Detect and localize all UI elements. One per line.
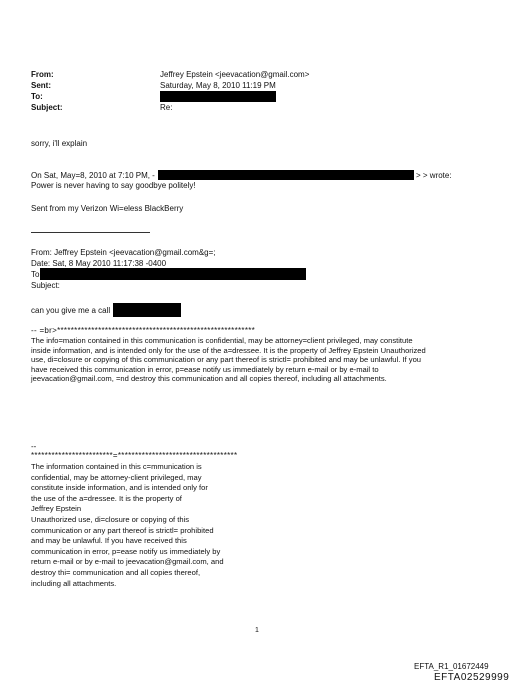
separator-rule — [31, 232, 150, 233]
redaction-quote-sender — [158, 170, 414, 180]
from-label: From: — [31, 70, 54, 79]
redaction-phone — [113, 303, 181, 317]
quote-intro-end: > > wrote: — [416, 171, 452, 180]
subject-label: Subject: — [31, 103, 63, 112]
inner-subject: Subject: — [31, 281, 60, 290]
footer-dashes: -- — [31, 442, 37, 451]
bates-large: EFTA02529999 — [434, 672, 510, 683]
page-number: 1 — [255, 627, 259, 634]
quote-intro: On Sat, May=8, 2010 at 7:10 PM, - — [31, 171, 155, 180]
footer-disclaimer: The information contained in this c=mmunication is confidential, may be attorney-client privileged, may constitute inside information, and is intended only for the use of the a=dressee. It is the property of Jeffrey Epstein Unauthorized use, di=closure or copying of this communication or any part thereof is strictl= prohibited and may be unlawful. If you have received this communication in error, p=ease notify us immediately by return e-mail or by e-mail to jeevacation@gmail.com, and destroy thi= communication and all copies thereof, including all attachments. — [31, 462, 224, 588]
sent-label: Sent: — [31, 81, 51, 90]
inner-from: From: Jeffrey Epstein <jeevacation@gmail.com&g=; — [31, 248, 216, 257]
quote-line: Power is never having to say goodbye politely! — [31, 181, 196, 190]
subject-value: Re: — [160, 103, 173, 112]
redaction-to — [160, 91, 276, 102]
from-value: Jeffrey Epstein <jeevacation@gmail.com> — [160, 70, 310, 79]
inner-date: Date: Sat, 8 May 2010 11:17:38 -0400 — [31, 259, 167, 268]
reply-text: sorry, i'll explain — [31, 139, 88, 148]
redaction-inner-to — [40, 268, 306, 280]
stars-line: -- =br>********************************************************** — [31, 326, 256, 335]
inner-to: To — [31, 270, 40, 279]
footer-stars: ************************=*********************************** — [31, 451, 238, 460]
inner-message: can you give me a call — [31, 306, 111, 315]
sent-value: Saturday, May 8, 2010 11:19 PM — [160, 81, 276, 90]
bates-small: EFTA_R1_01672449 — [414, 662, 489, 671]
inner-disclaimer: The info=mation contained in this communication is confidential, may be attorney=client privileged, may constitute inside information, and is intended only for the use of the a=dressee. It is the property of Jeffrey Epstein Unauthorized use, di=closure or copying of this communication or any part thereof is strictl= prohibited and may be unlawful. If you have received this communication in error, p=ease notify us immediately by return e-mail or by e-mail to jeevacation@gmail.com, =nd destroy this communication and all copies thereof, including all attachments. — [31, 336, 426, 384]
to-label: To: — [31, 92, 43, 101]
signature: Sent from my Verizon Wi=eless BlackBerry — [31, 204, 184, 213]
